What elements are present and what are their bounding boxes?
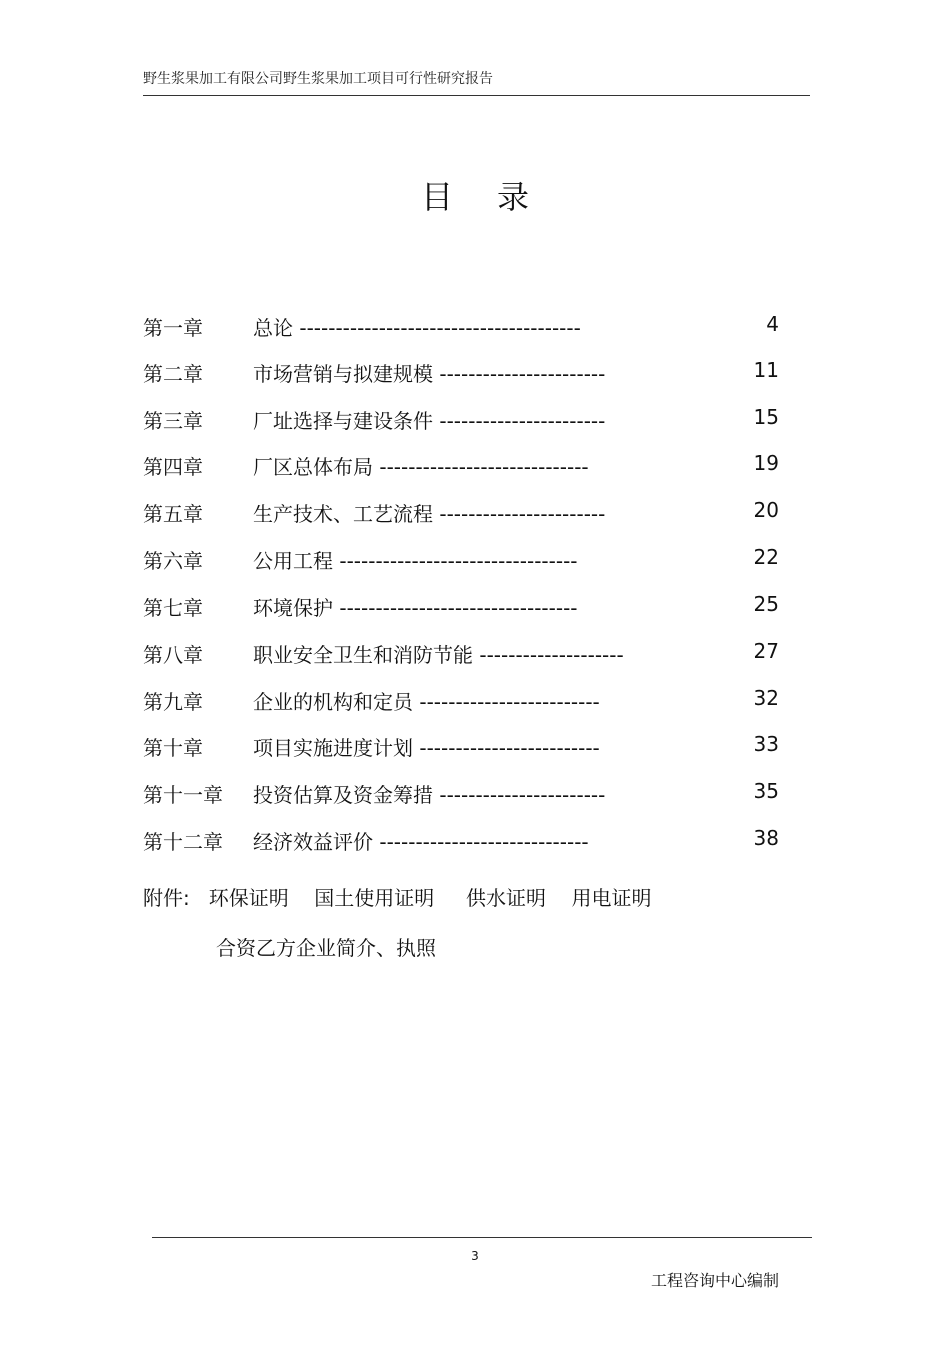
footer-divider: [152, 1237, 812, 1238]
toc-entry[interactable]: [143, 639, 783, 669]
toc-entry[interactable]: [143, 358, 783, 388]
toc-page: 27: [753, 639, 779, 663]
toc-title: 项目实施进度计划 -------------------------: [253, 736, 600, 760]
toc-page: 15: [753, 405, 779, 429]
toc-page: 19: [753, 451, 779, 475]
toc-page: 33: [753, 732, 779, 756]
toc-chapter: 第十一章: [143, 783, 223, 807]
attachments-list: 附件: 环保证明 国土使用证明 供水证明 用电证明: [143, 886, 652, 910]
toc-entry[interactable]: [143, 545, 783, 575]
toc-page: 22: [753, 545, 779, 569]
toc-chapter: 第一章: [143, 316, 203, 340]
toc-title: 市场营销与拟建规模 -----------------------: [253, 362, 606, 386]
attachments-continued: 合资乙方企业简介、执照: [216, 936, 436, 960]
toc-chapter: 第七章: [143, 596, 203, 620]
toc-entry[interactable]: [143, 826, 783, 856]
page-number: 3: [471, 1249, 479, 1263]
toc-chapter: 第六章: [143, 549, 203, 573]
toc-title: 环境保护 ---------------------------------: [253, 596, 578, 620]
toc-chapter: 第五章: [143, 502, 203, 526]
toc-title: 投资估算及资金筹措 -----------------------: [253, 783, 606, 807]
toc-chapter: 第四章: [143, 455, 203, 479]
toc-entry[interactable]: [143, 779, 783, 809]
toc-entry[interactable]: [143, 405, 783, 435]
toc-page: 11: [753, 358, 779, 382]
toc-entry[interactable]: [143, 592, 783, 622]
toc-title: 总论 ---------------------------------------: [253, 316, 581, 340]
toc-entry[interactable]: [143, 732, 783, 762]
toc-page: 38: [753, 826, 779, 850]
toc-title: 经济效益评价 -----------------------------: [253, 830, 589, 854]
toc-page: 35: [753, 779, 779, 803]
footer-editor: 工程咨询中心编制: [651, 1271, 780, 1290]
toc-entry[interactable]: [143, 498, 783, 528]
toc-page: 4: [766, 312, 779, 336]
toc-title: 厂址选择与建设条件 -----------------------: [253, 409, 606, 433]
title-char-1: 目: [420, 178, 453, 216]
toc-title: 企业的机构和定员 -------------------------: [253, 690, 600, 714]
toc-entry[interactable]: [143, 451, 783, 481]
toc-page: 20: [753, 498, 779, 522]
toc-entry[interactable]: [143, 686, 783, 716]
toc-page: 25: [753, 592, 779, 616]
toc-chapter: 第十章: [143, 736, 203, 760]
toc-chapter: 第八章: [143, 643, 203, 667]
toc-title: 职业安全卫生和消防节能 --------------------: [253, 643, 624, 667]
toc-title: 公用工程 ---------------------------------: [253, 549, 578, 573]
toc-entry[interactable]: [143, 312, 783, 342]
toc-chapter: 第二章: [143, 362, 203, 386]
toc-page: 32: [753, 686, 779, 710]
toc-title: 生产技术、工艺流程 -----------------------: [253, 502, 606, 526]
page-title: [0, 172, 950, 218]
toc-title: 厂区总体布局 -----------------------------: [253, 455, 589, 479]
title-char-2: 录: [497, 178, 530, 216]
running-header: 野生浆果加工有限公司野生浆果加工项目可行性研究报告: [143, 71, 493, 87]
toc-chapter: 第三章: [143, 409, 203, 433]
toc-chapter: 第十二章: [143, 830, 223, 854]
toc-chapter: 第九章: [143, 690, 203, 714]
header-divider: [143, 95, 810, 96]
